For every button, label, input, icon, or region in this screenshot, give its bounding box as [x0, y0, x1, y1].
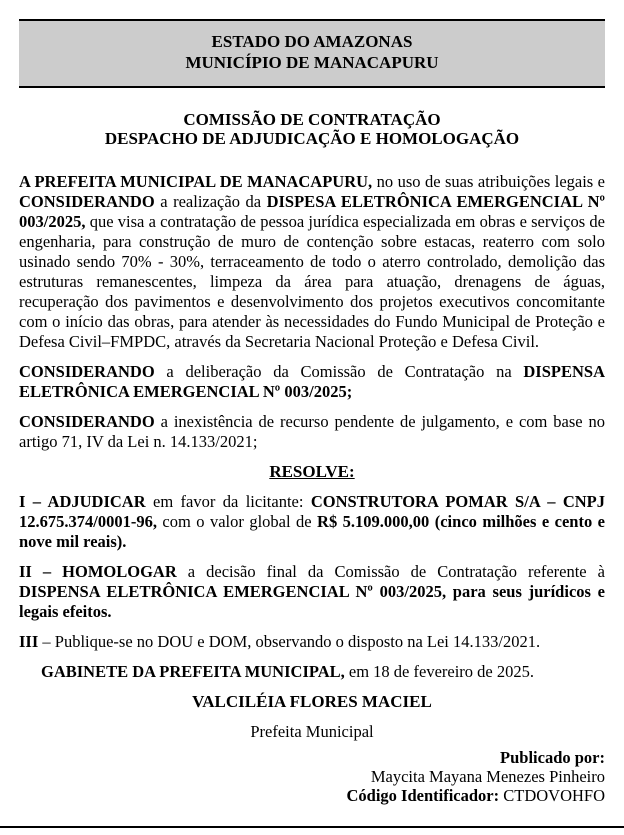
document-title [19, 110, 605, 148]
publication-block [19, 748, 605, 805]
homologar-item: II – HOMOLOGAR a decisão final da Comissão de Contratação referente à DISPENSA ELETRÔNICA EMERGENCIAL Nº 003/2025, para seus jurídicos e legais efeitos. [19, 562, 605, 621]
resolve-heading: RESOLVE: [269, 462, 355, 481]
state-name: ESTADO DO AMAZONAS [211, 32, 413, 51]
bottom-divider [0, 826, 624, 828]
publique-item: III – Publique-se no DOU e DOM, observando o disposto na Lei 14.133/2021. [19, 632, 541, 651]
municipality-name: MUNICÍPIO DE MANACAPURU [185, 53, 439, 72]
identifier-code-line: Código Identificador: CTDOVOHFO [346, 786, 605, 805]
header-banner [19, 19, 605, 88]
considerando-deliberation-paragraph: CONSIDERANDO a deliberação da Comissão de Contratação na DISPENSA ELETRÔNICA EMERGENCIAL Nº 003/2025; [19, 362, 605, 401]
gabinete-line: GABINETE DA PREFEITA MUNICIPAL, em 18 de fevereiro de 2025. [41, 662, 534, 681]
signature-name: VALCILÉIA FLORES MACIEL [192, 692, 432, 711]
published-by-name: Maycita Mayana Menezes Pinheiro [370, 767, 605, 786]
considerando-recurso-paragraph: CONSIDERANDO a inexistência de recurso pendente de julgamento, e com base no artigo 71, IV da Lei n. 14.133/2021; [19, 412, 605, 451]
preamble-paragraph: A PREFEITA MUNICIPAL DE MANACAPURU, no uso de suas atribuições legais e CONSIDERANDO a realização da DISPESA ELETRÔNICA EMERGENCIAL Nº 003/2025, que visa a contratação de pessoa jurídica especializada em obras e serviços de engenharia, para construção de muro de contenção sobre estacas, reaterro com solo usinado sendo 70% - 30%, terraceamento de todo o aterro controlado, demolição das estruturas remanescentes, limpeza da área para atuação, drenagens de águas, recuperação dos pavimentos e desenvolvimento dos projetos executivos concomitante com o início das obras, para atender às necessidades do Fundo Municipal de Proteção e Defesa Civil–FMPDC, através da Secretaria Nacional Proteção e Defesa Civil. [19, 172, 605, 351]
title-commission: COMISSÃO DE CONTRATAÇÃO [183, 110, 441, 129]
adjudicar-item: I – ADJUDICAR em favor da licitante: CONSTRUTORA POMAR S/A – CNPJ 12.675.374/0001-96, com o valor global de R$ 5.109.000,00 (cinco milhões e cento e nove mil reais). [19, 492, 606, 551]
published-by-label: Publicado por: [500, 748, 605, 767]
signature-role: Prefeita Municipal [250, 722, 374, 741]
title-dispatch: DESPACHO DE ADJUDICAÇÃO E HOMOLOGAÇÃO [104, 129, 520, 148]
